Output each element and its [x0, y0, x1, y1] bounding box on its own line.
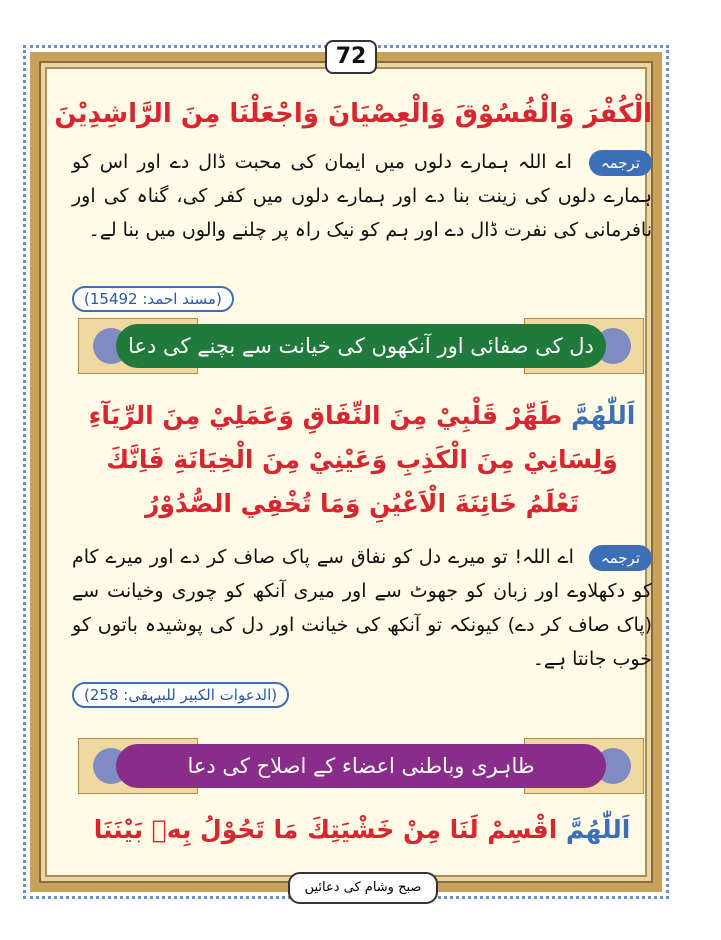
page-number: 72 — [325, 40, 377, 74]
arabic-dua-line-3: تَعْلَمُ خَائِنَةَ الْاَعْيُنِ وَمَا تُخْفِي الصُّدُوْرُ — [144, 489, 579, 518]
arabic-text: طَهِّرْ قَلْبِيْ مِنَ النِّفَاقِ وَعَمَلِيْ مِنَ الرِّيَآءِ — [88, 401, 563, 430]
reference-label: (مسند احمد: 15492) — [72, 286, 234, 312]
arabic-verse-line: الْكُفْرَ وَالْفُسُوْقَ وَالْعِصْيَانَ وَاجْعَلْنَا مِنَ الرَّاشِدِيْنَ — [54, 99, 652, 129]
section-banner-2 — [78, 738, 644, 794]
translation-text: اے اللہ ہمارے دلوں میں ایمان کی محبت ڈال دے اور اس کو ہمارے دلوں کی زینت بنا دے اور ہمارے دلوں میں کفر کی، گناہ کی اور نافرمانی کی نفرت ڈال دے اور ہم کو نیک راہ پر چلنے والوں میں بنا لے۔ — [72, 151, 652, 241]
section-banner-1 — [78, 318, 644, 374]
arabic-dua-line-2: وَلِسَانِيْ مِنَ الْكَذِبِ وَعَيْنِيْ مِنَ الْخِيَانَةِ فَاِنَّكَ — [106, 445, 618, 474]
banner-title: ظاہری وباطنی اعضاء کے اصلاح کی دعا — [116, 744, 606, 788]
translation-badge: ترجمہ — [589, 150, 652, 176]
arabic-text: اقْسِمْ لَنَا مِنْ خَشْيَتِكَ مَا تَحُوْلُ بِهٖ بَيْنَنَا — [93, 815, 558, 844]
footer-title: صبح وشام کی دعائیں — [288, 872, 438, 904]
allahumma-label: اَللّٰهُمَّ — [566, 815, 631, 844]
arabic-dua-line — [72, 808, 652, 852]
reference-label: (الدعوات الکبیر للبیہقی: 258) — [72, 682, 289, 708]
translation-block-2 — [72, 540, 652, 676]
translation-text: اے اللہ! تو میرے دل کو نفاق سے پاک صاف کر دے اور میرے کام کو دکھلاوے اور زبان کو جھوٹ سے اور میری آنکھ کو چوری وخیانت سے (پاک صاف کر دے) کیونکہ تو آنکھ کی خیانت اور دل کی پوشیدہ باتوں کو خوب جانتا ہے۔ — [72, 546, 652, 670]
banner-title: دل کی صفائی اور آنکھوں کی خیانت سے بچنے کی دعا — [116, 324, 606, 368]
allahumma-label: اَللّٰهُمَّ — [571, 401, 636, 430]
arabic-dua-line-1 — [72, 394, 652, 438]
translation-badge: ترجمہ — [589, 545, 652, 571]
translation-block-1 — [72, 145, 652, 247]
